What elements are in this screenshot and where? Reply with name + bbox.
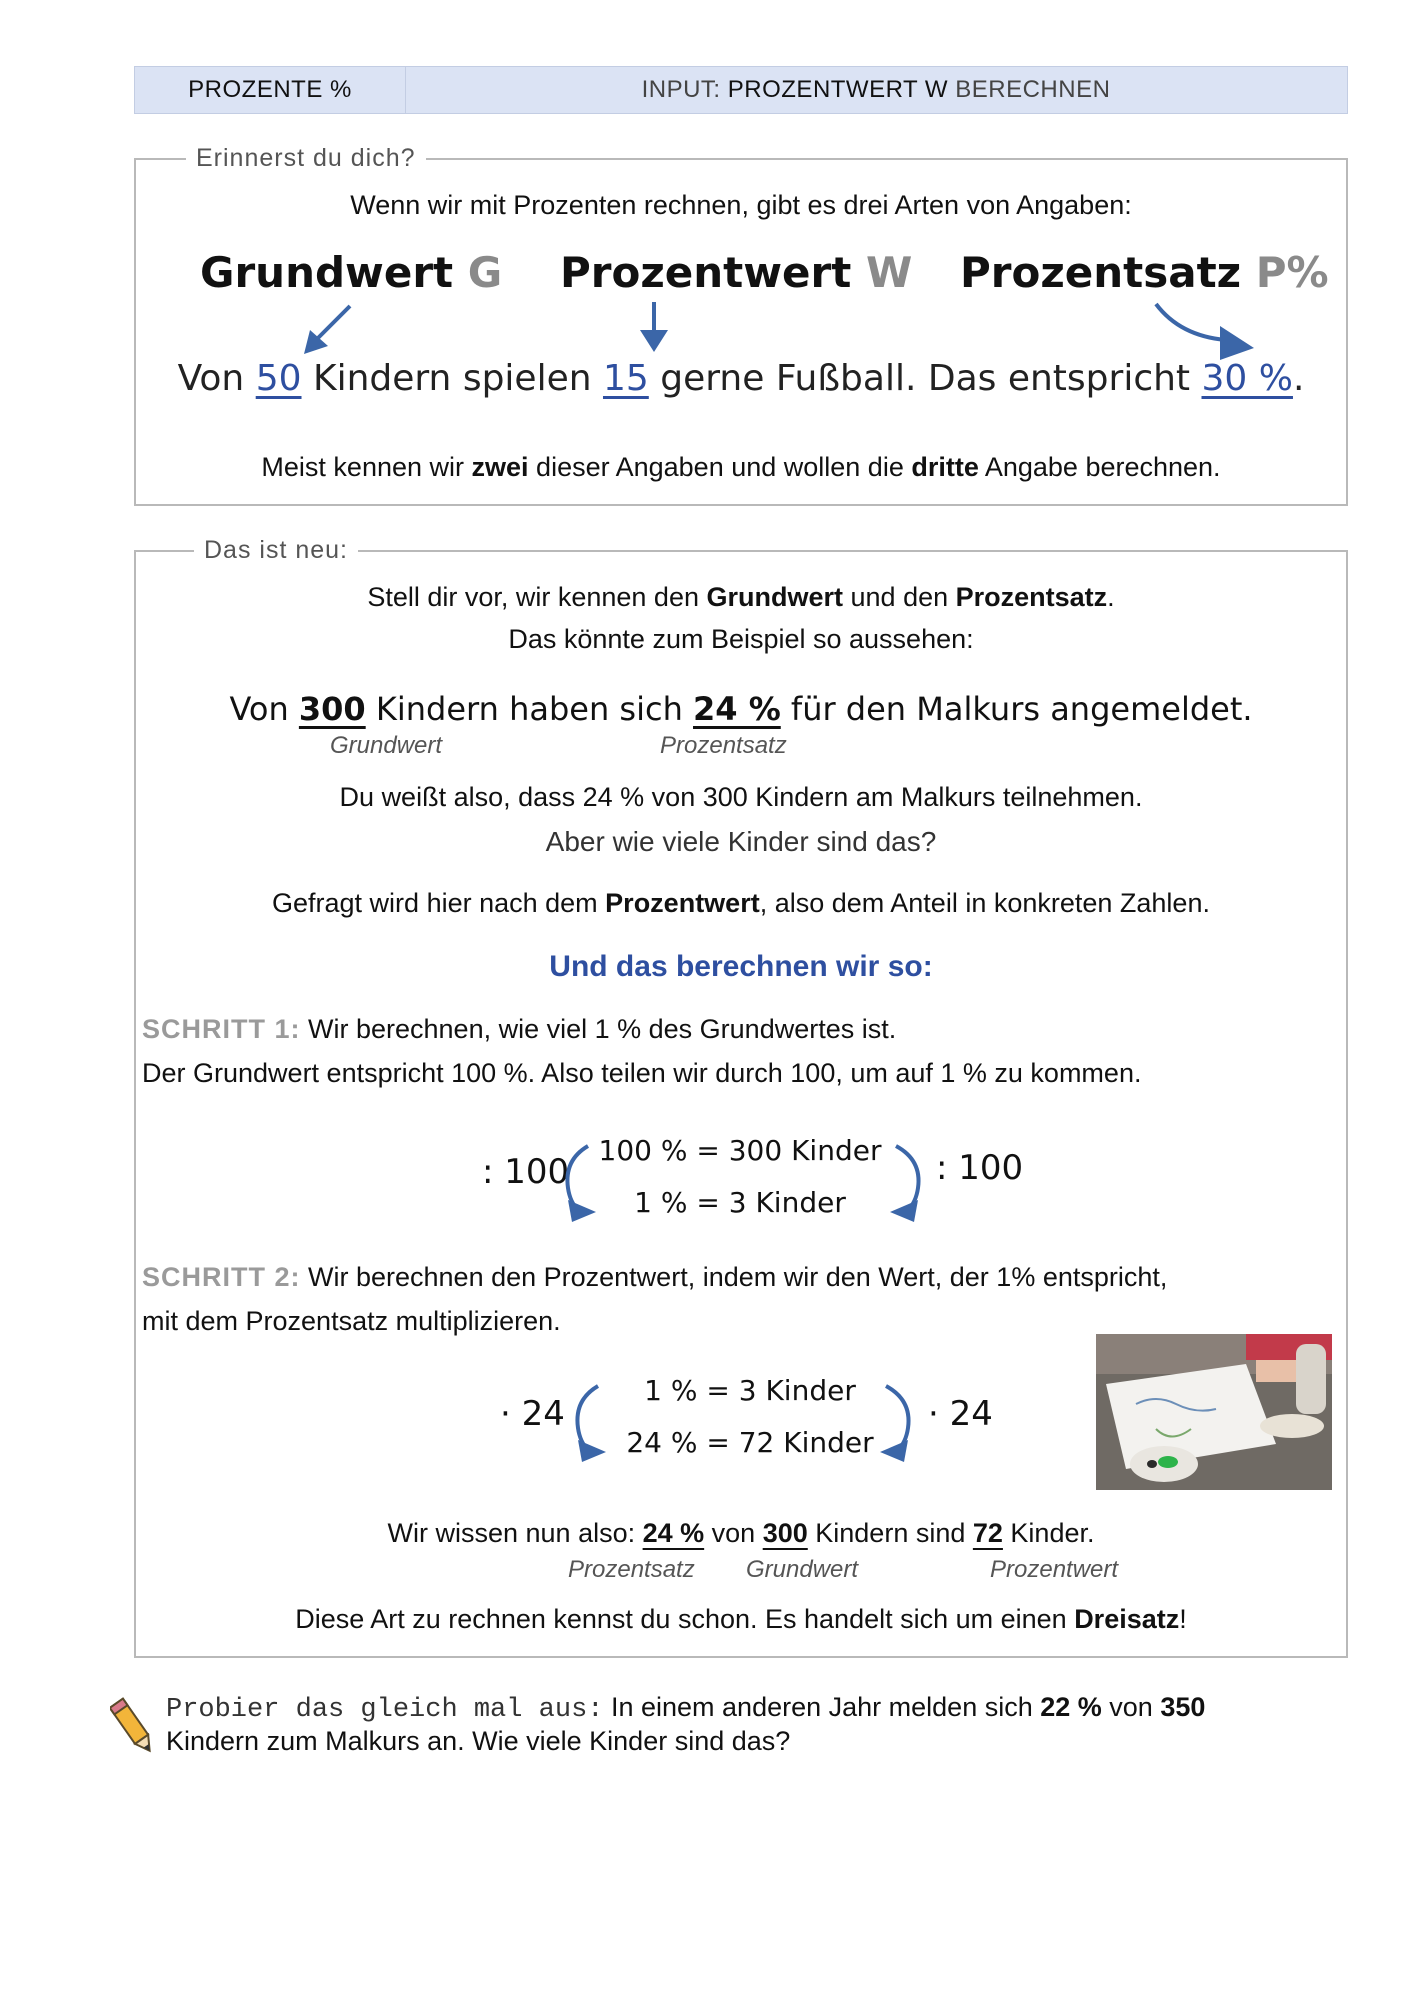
text: Kinder. bbox=[1002, 1518, 1095, 1548]
closing-line bbox=[134, 1604, 1348, 1635]
example-text: Von bbox=[177, 358, 256, 399]
intro-line-2: Das könnte zum Beispiel so aussehen: bbox=[508, 624, 974, 654]
header-topic: PROZENTE % bbox=[135, 67, 406, 113]
term-grundwert-word: Grundwert bbox=[200, 248, 454, 297]
calc1-right-arrow-icon bbox=[882, 1140, 932, 1224]
note-text: dieser Angaben und wollen die bbox=[528, 452, 912, 482]
children-painting-photo bbox=[1096, 1334, 1332, 1490]
reminder-intro: Wenn wir mit Prozenten rechnen, gibt es drei Arten von Angaben: bbox=[350, 190, 1132, 220]
exercise-percent: 22 % bbox=[1040, 1692, 1102, 1722]
reminder-example bbox=[134, 358, 1348, 399]
text: Diese Art zu rechnen kennst du schon. Es handelt sich um einen bbox=[295, 1604, 1075, 1634]
calc1-equation-2: 1 % = 3 Kinder bbox=[634, 1186, 846, 1219]
arrow-to-grundwert-icon bbox=[300, 300, 360, 360]
example-grundwert-value: 50 bbox=[255, 358, 302, 399]
header-title-bold: PROZENTWERT W bbox=[727, 76, 949, 103]
new-content-legend: Das ist neu: bbox=[194, 536, 358, 565]
text: von bbox=[704, 1518, 763, 1548]
term-prozentsatz bbox=[960, 248, 1329, 297]
note-text: Meist kennen wir bbox=[261, 452, 472, 482]
text: Stell dir vor, wir kennen den bbox=[367, 582, 707, 612]
step1-line-2: Der Grundwert entspricht 100 %. Also teilen wir durch 100, um auf 1 % zu kommen. bbox=[142, 1058, 1142, 1088]
calc2-factor-left: · 24 bbox=[500, 1394, 565, 1434]
bold-text: Dreisatz bbox=[1074, 1604, 1180, 1634]
reminder-note bbox=[134, 452, 1348, 483]
result-label-grundwert: Grundwert bbox=[746, 1556, 859, 1583]
step1-text: Wir berechnen, wie viel 1 % des Grundwertes ist. bbox=[300, 1014, 897, 1044]
worksheet-header bbox=[134, 66, 1348, 114]
text: . bbox=[1107, 582, 1115, 612]
text: Gefragt wird hier nach dem bbox=[272, 888, 606, 918]
arrow-to-prozentwert-icon bbox=[634, 298, 674, 358]
example-text: . bbox=[1292, 358, 1305, 399]
term-prozentsatz-symbol: P% bbox=[1255, 248, 1329, 297]
text: Von bbox=[229, 690, 299, 728]
explanation-line: Du weißt also, dass 24 % von 300 Kindern am Malkurs teilnehmen. bbox=[339, 782, 1143, 812]
text: ! bbox=[1179, 1604, 1187, 1634]
step1-label: SCHRITT 1: bbox=[142, 1014, 301, 1044]
term-grundwert-symbol: G bbox=[467, 248, 503, 297]
result-line bbox=[134, 1518, 1348, 1549]
example-sentence bbox=[134, 690, 1348, 728]
bold-text: Prozentwert bbox=[605, 888, 760, 918]
label-prozentsatz: Prozentsatz bbox=[660, 732, 787, 759]
step1-line-1 bbox=[142, 1014, 896, 1045]
howto-heading: Und das berechnen wir so: bbox=[549, 950, 933, 983]
label-grundwert: Grundwert bbox=[330, 732, 443, 759]
result-grundwert: 300 bbox=[762, 1518, 808, 1548]
step2-text: Wir berechnen den Prozentwert, indem wir den Wert, der 1% entspricht, bbox=[300, 1262, 1168, 1292]
header-title bbox=[405, 67, 1347, 113]
calc2-equation-2: 24 % = 72 Kinder bbox=[626, 1426, 874, 1459]
intro-line-1 bbox=[134, 582, 1348, 613]
term-prozentsatz-word: Prozentsatz bbox=[960, 248, 1242, 297]
exercise-base: 350 bbox=[1160, 1692, 1206, 1722]
question-line: Aber wie viele Kinder sind das? bbox=[545, 826, 937, 857]
example-text: gerne Fußball. Das entspricht bbox=[648, 358, 1202, 399]
calc2-right-arrow-icon bbox=[872, 1380, 922, 1464]
calc1-factor-right: : 100 bbox=[936, 1148, 1024, 1188]
note-bold: dritte bbox=[911, 452, 979, 482]
step2-label: SCHRITT 2: bbox=[142, 1262, 301, 1292]
exercise-text: von bbox=[1101, 1692, 1161, 1722]
bold-text: Grundwert bbox=[706, 582, 844, 612]
pencil-icon bbox=[110, 1694, 156, 1760]
asked-for-line bbox=[134, 888, 1348, 919]
exercise-line-2: Kindern zum Malkurs an. Wie viele Kinder sind das? bbox=[166, 1726, 791, 1756]
text: für den Malkurs angemeldet. bbox=[780, 690, 1253, 728]
text: , also dem Anteil in konkreten Zahlen. bbox=[759, 888, 1210, 918]
result-prozentsatz: 24 % bbox=[642, 1518, 705, 1548]
result-prozentwert: 72 bbox=[972, 1518, 1003, 1548]
text: Wir wissen nun also: bbox=[387, 1518, 643, 1548]
example-prozentwert-value: 15 bbox=[602, 358, 649, 399]
term-prozentwert-word: Prozentwert bbox=[560, 248, 852, 297]
prozentsatz-value: 24 % bbox=[693, 690, 781, 728]
header-title-prefix: INPUT: bbox=[641, 76, 728, 103]
exercise-text: In einem anderen Jahr melden sich bbox=[603, 1692, 1041, 1722]
grundwert-value: 300 bbox=[298, 690, 366, 728]
calc1-factor-left: : 100 bbox=[482, 1152, 570, 1192]
exercise-lead: Probier das gleich mal aus: bbox=[166, 1695, 604, 1725]
step2-line-1 bbox=[142, 1262, 1167, 1293]
example-text: Kindern spielen bbox=[301, 358, 603, 399]
example-prozentsatz-value: 30 % bbox=[1201, 358, 1293, 399]
note-text: Angabe berechnen. bbox=[978, 452, 1221, 482]
calc1-equation-1: 100 % = 300 Kinder bbox=[598, 1134, 882, 1167]
term-prozentwert bbox=[560, 248, 912, 297]
text: Kindern sind bbox=[807, 1518, 973, 1548]
text: Kindern haben sich bbox=[365, 690, 694, 728]
bold-text: Prozentsatz bbox=[955, 582, 1108, 612]
text: und den bbox=[843, 582, 956, 612]
reminder-legend: Erinnerst du dich? bbox=[186, 144, 426, 173]
calc2-equation-1: 1 % = 3 Kinder bbox=[644, 1374, 856, 1407]
exercise-line-1 bbox=[166, 1692, 1326, 1725]
step2-line-2: mit dem Prozentsatz multiplizieren. bbox=[142, 1306, 561, 1336]
term-prozentwert-symbol: W bbox=[865, 248, 913, 297]
term-grundwert bbox=[200, 248, 502, 297]
note-bold: zwei bbox=[471, 452, 529, 482]
result-label-prozentsatz: Prozentsatz bbox=[568, 1556, 695, 1583]
header-title-suffix: BERECHNEN bbox=[948, 76, 1111, 103]
calc2-factor-right: · 24 bbox=[928, 1394, 993, 1434]
result-label-prozentwert: Prozentwert bbox=[990, 1556, 1119, 1583]
